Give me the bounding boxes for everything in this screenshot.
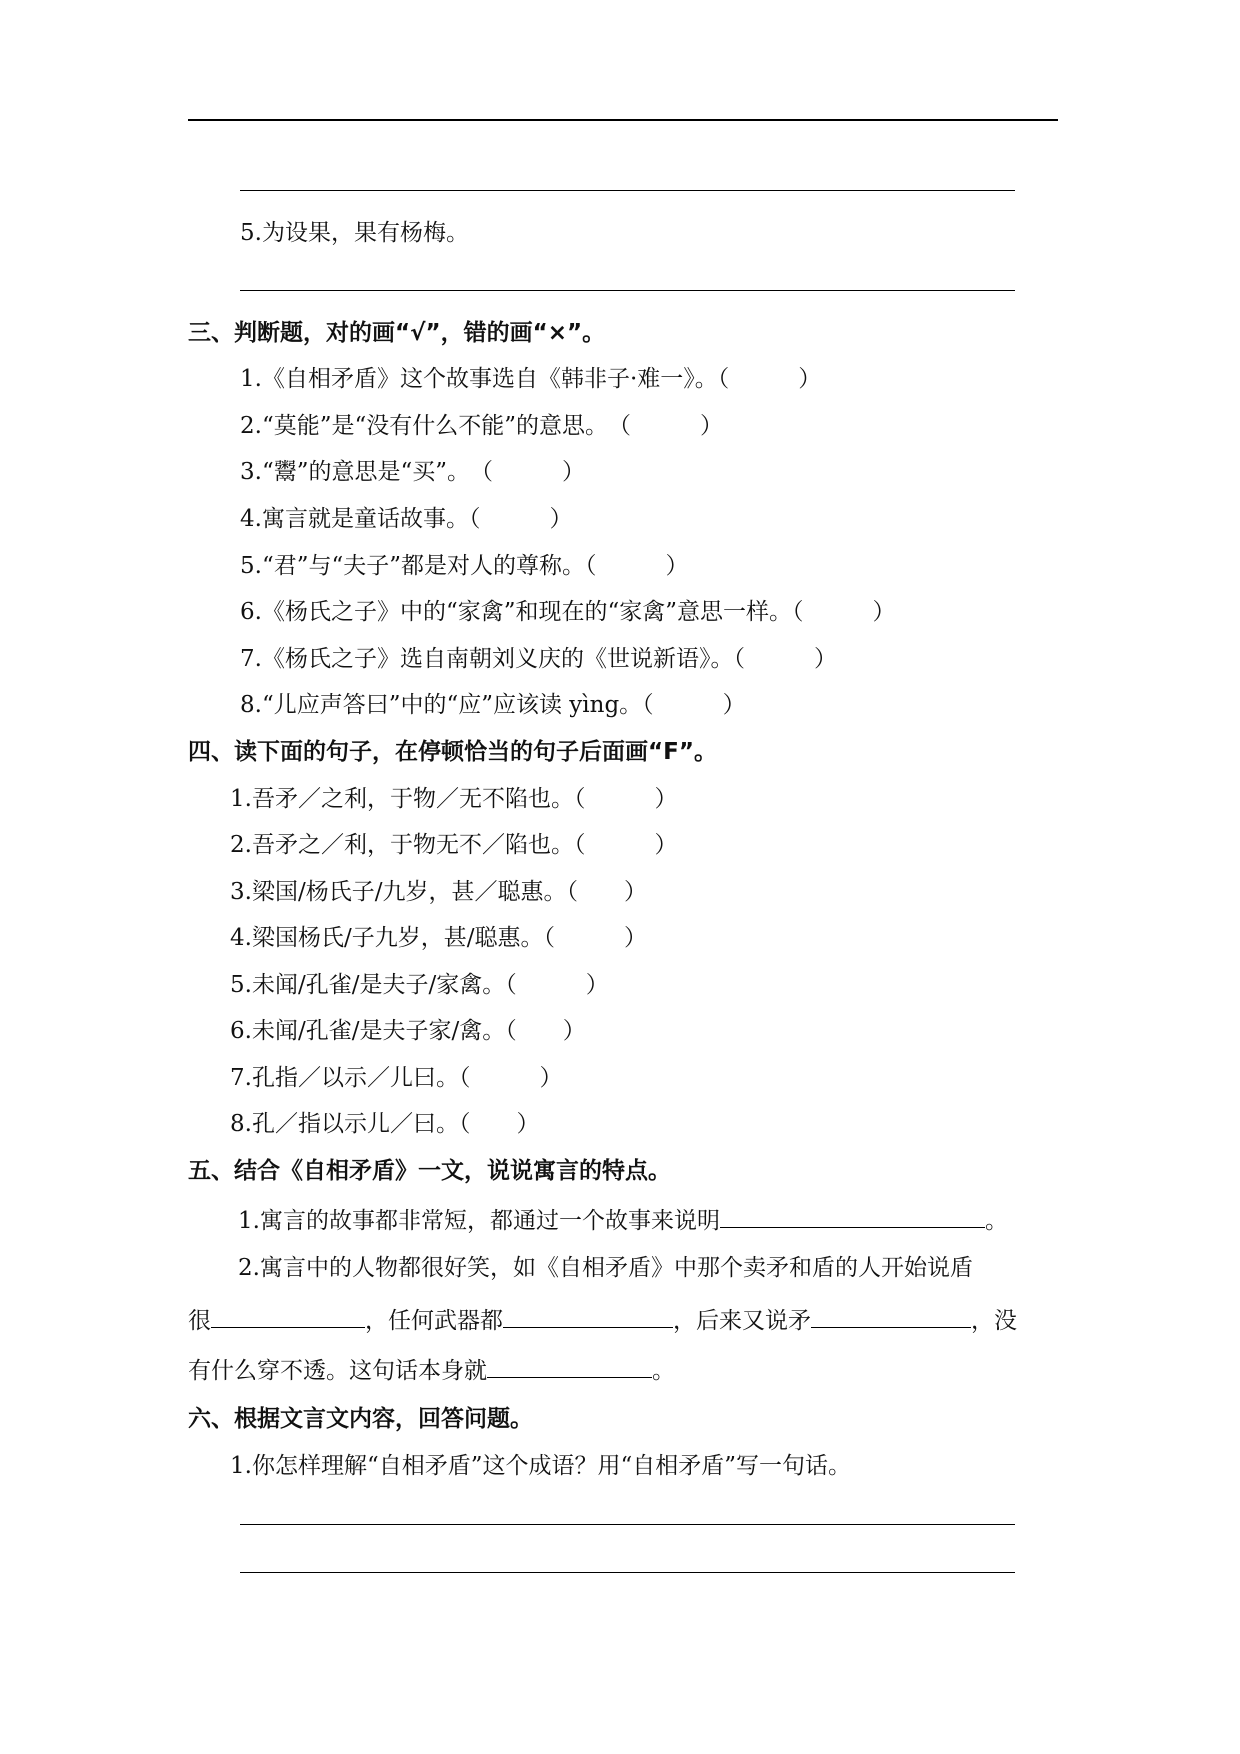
s5-q2-text-c: ，后来又说矛 — [673, 1308, 811, 1334]
answer-line-prev-5[interactable] — [240, 290, 1015, 291]
s5-q2-text-a: 很 — [188, 1308, 211, 1334]
section-3-title: 三、判断题，对的画“√”，错的画“×”。 — [188, 320, 606, 346]
prev-item-5: 5.为设果，果有杨梅。 — [240, 220, 469, 246]
s4-item-3: 3.梁国/杨氏子/九岁，甚／聪惠。（ ） — [230, 879, 647, 905]
s5-question-1 — [238, 1203, 1008, 1236]
s4-item-1: 1.吾矛／之利，于物／无不陷也。（ ） — [230, 786, 678, 812]
s5-question-2-line-1: 2.寓言中的人物都很好笑，如《自相矛盾》中那个卖矛和盾的人开始说盾 — [238, 1255, 973, 1281]
s4-item-7: 7.孔指／以示／儿曰。（ ） — [230, 1065, 563, 1091]
s4-item-2: 2.吾矛之／利，于物无不／陷也。（ ） — [230, 832, 678, 858]
s5-q1-text: 1.寓言的故事都非常短，都通过一个故事来说明 — [238, 1208, 720, 1234]
s5-q2-text-b: ，任何武器都 — [365, 1308, 503, 1334]
section-4-title: 四、读下面的句子，在停顿恰当的句子后面画“F”。 — [188, 739, 717, 765]
s5-q2-blank-2[interactable] — [503, 1303, 673, 1328]
s3-item-2: 2.“莫能”是“没有什么不能”的意思。 （ ） — [240, 413, 723, 439]
section-6-title: 六、根据文言文内容，回答问题。 — [188, 1406, 533, 1432]
s5-q2-blank-3[interactable] — [811, 1303, 971, 1328]
s5-q2-blank-1[interactable] — [211, 1303, 365, 1328]
s5-q2-text-e: 有什么穿不透。这句话本身就 — [188, 1358, 487, 1384]
s3-item-3: 3.“鬻”的意思是“买”。 （ ） — [240, 459, 585, 485]
s5-question-2-line-3 — [188, 1353, 675, 1386]
s4-item-4: 4.梁国杨氏/子九岁，甚/聪惠。（ ） — [230, 925, 647, 951]
s4-item-6: 6.未闻/孔雀/是夫子家/禽。（ ） — [230, 1018, 586, 1044]
s4-item-8: 8.孔／指以示儿／曰。（ ） — [230, 1111, 540, 1137]
s3-item-8: 8.“儿应声答曰”中的“应”应该读 yìng。（ ） — [240, 692, 746, 718]
s5-q2-text-f: 。 — [652, 1358, 675, 1384]
s3-item-5: 5.“君”与“夫子”都是对人的尊称。（ ） — [240, 553, 689, 579]
s5-q1-blank[interactable] — [720, 1203, 985, 1228]
answer-line-s6-2[interactable] — [240, 1572, 1015, 1573]
s5-q2-text-d: ，没 — [971, 1308, 1017, 1334]
s5-q2-blank-4[interactable] — [487, 1353, 652, 1378]
answer-line-prev-4[interactable] — [240, 190, 1015, 191]
s3-item-4: 4.寓言就是童话故事。（ ） — [240, 506, 573, 532]
s5-q1-end: 。 — [984, 1208, 1008, 1234]
s6-question-1: 1.你怎样理解“自相矛盾”这个成语？用“自相矛盾”写一句话。 — [230, 1453, 851, 1479]
s3-item-6: 6.《杨氏之子》中的“家禽”和现在的“家禽”意思一样。（ ） — [240, 599, 896, 625]
answer-line-s6-1[interactable] — [240, 1524, 1015, 1525]
s5-question-2-line-2 — [188, 1303, 1017, 1336]
section-5-title: 五、结合《自相矛盾》一文，说说寓言的特点。 — [188, 1158, 671, 1184]
s4-item-5: 5.未闻/孔雀/是夫子/家禽。（ ） — [230, 972, 609, 998]
page-top-rule — [188, 119, 1058, 121]
s3-item-7: 7.《杨氏之子》选自南朝刘义庆的《世说新语》。（ ） — [240, 646, 837, 672]
s3-item-1: 1.《自相矛盾》这个故事选自《韩非子·难一》。（ ） — [240, 366, 822, 392]
